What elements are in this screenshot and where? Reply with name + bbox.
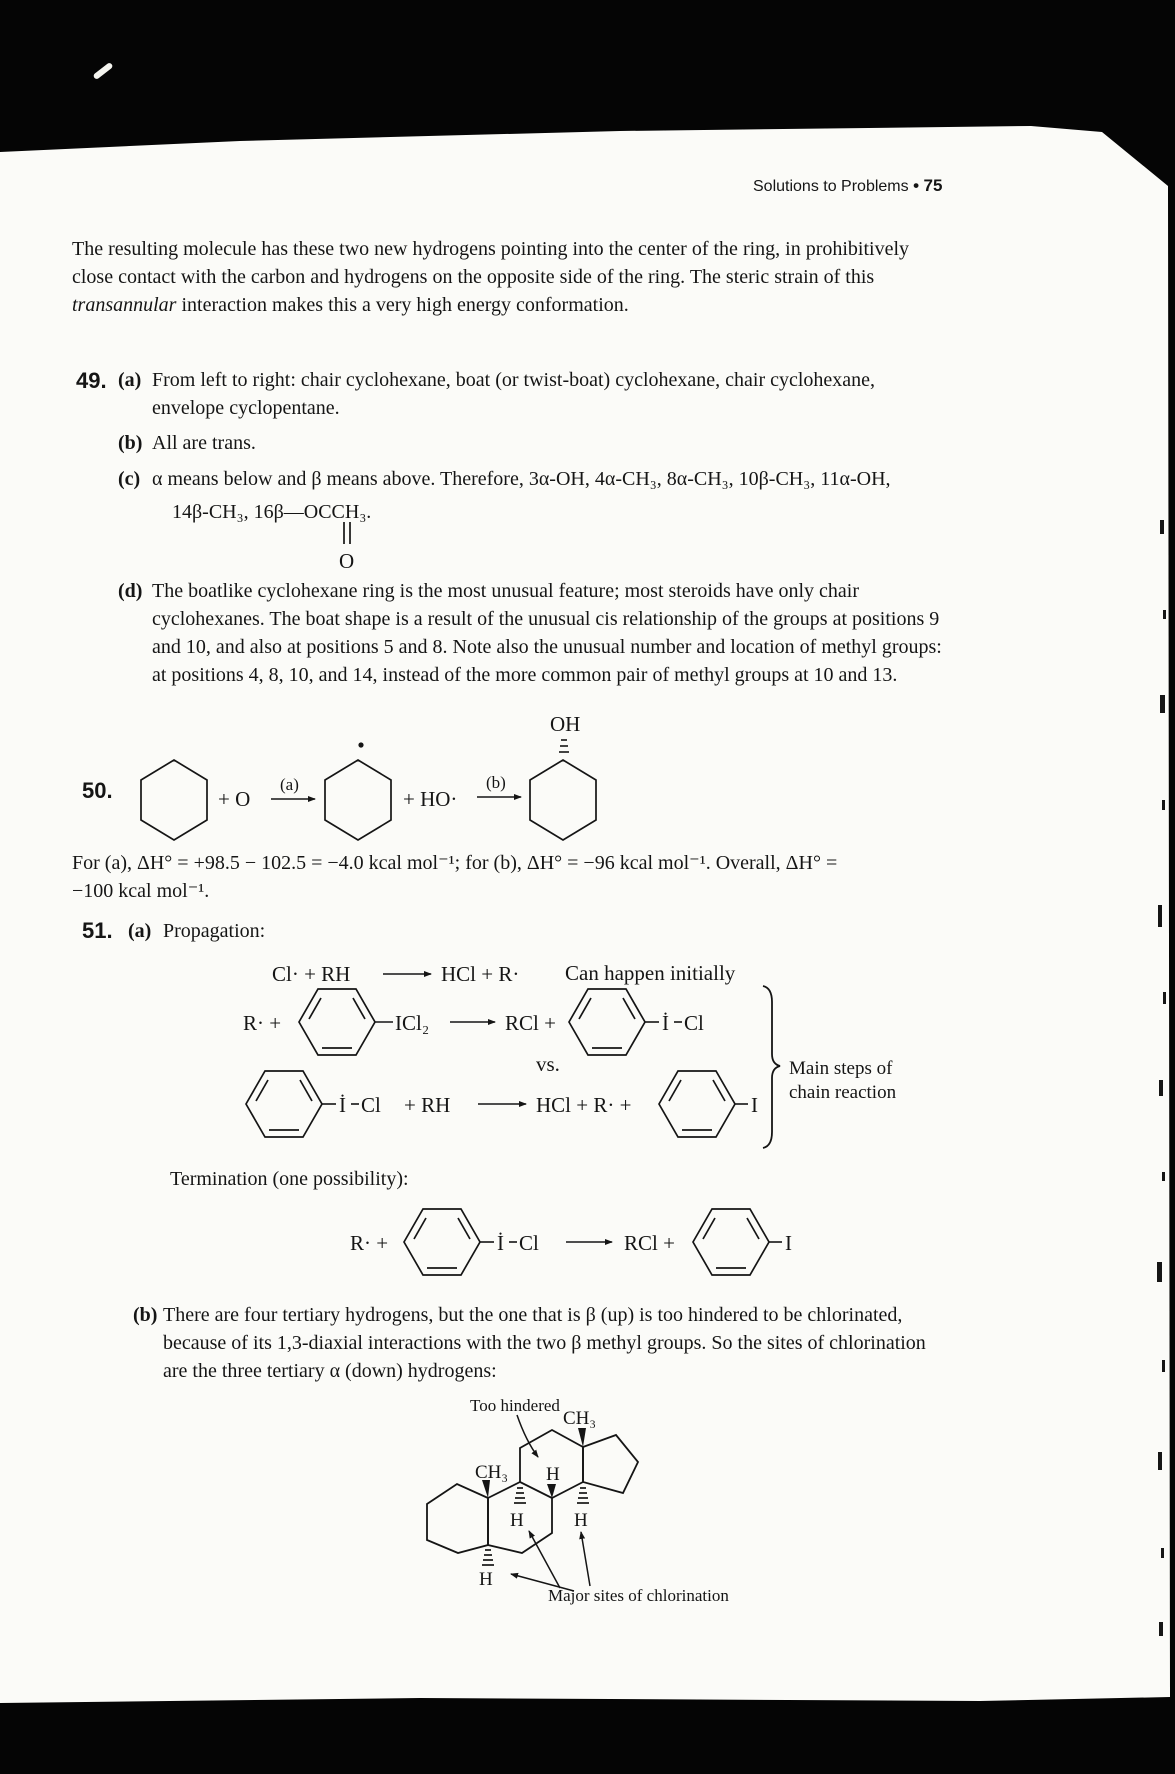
step-b-label: (b) (486, 773, 506, 792)
reaction-scheme-50 (60, 688, 720, 853)
eq2-mid: RCl + (505, 1011, 556, 1035)
item-49d-line-3: and 10, and also at positions 5 and 8. Note also the unusual number and location of methyl groups: (152, 636, 942, 658)
termination-scheme (320, 1200, 820, 1292)
item-49d-line-2: cyclohexanes. The boat shape is a result of the unusual cis relationship of the groups at positions 9 (152, 608, 940, 630)
ch3-right-label: CH₃ (563, 1408, 597, 1429)
scan-speckle (1162, 1172, 1165, 1181)
item-51b-line-1: There are four tertiary hydrogens, but the one that is β (up) is too hindered to be chlorinated, (163, 1304, 903, 1326)
intro-line-2: close contact with the carbon and hydrogens on the opposite side of the ring. The steric strain of this (72, 266, 875, 288)
eqt-mid: RCl + (624, 1231, 675, 1255)
eqt-left: R· + (350, 1231, 389, 1255)
eq1-right: HCl + R· (441, 962, 520, 986)
scan-speckle (1161, 1548, 1164, 1558)
radical-dot (358, 742, 363, 747)
scan-speckle (1163, 610, 1166, 619)
scan-speckle (1160, 695, 1165, 713)
major-sites-label: Major sites of chlorination (548, 1586, 729, 1605)
cyclohexanol-ring (530, 760, 596, 840)
item-49c-line-2: 14β-CH₃, 16β—OCCH₃. (172, 501, 372, 523)
ch3-left-label: CH₃ (475, 1462, 509, 1483)
plus-hydroxyl-radical: + HO· (403, 787, 458, 811)
hashed-bond-h-c5 (482, 1550, 494, 1565)
hashed-bond-oh (559, 740, 569, 752)
alpha-h-c14-label: H (574, 1510, 588, 1531)
item-51a-label: (a) (128, 920, 152, 942)
propagation-scheme (200, 952, 910, 1160)
intro-line-1: The resulting molecule has these two new hydrogens pointing into the center of the ring, in prohibitively (72, 238, 910, 260)
vs-label: vs. (536, 1052, 560, 1076)
scan-speckle (1163, 992, 1166, 1004)
item-49b-text: All are trans. (152, 432, 256, 454)
enthalpy-line-1: For (a), ΔH° = +98.5 − 102.5 = −4.0 kcal mol⁻¹; for (b), ΔH° = −96 kcal mol⁻¹. Overall, ΔH° = (72, 852, 838, 874)
major-sites-arrow-left (511, 1574, 574, 1591)
ring-a (427, 1484, 488, 1553)
eq3-chlorine-label: Cl (361, 1093, 381, 1117)
benzene-ring (659, 1071, 735, 1137)
eqt-iodine-label: I (785, 1231, 792, 1255)
scan-speckle (1159, 1080, 1163, 1096)
too-hindered-label: Too hindered (470, 1396, 560, 1415)
scan-speckle (1159, 1622, 1163, 1636)
header-bullet: • (913, 176, 920, 195)
item-51b-line-2: because of its 1,3-diaxial interactions with the two β methyl groups. So the sites of chlorination (163, 1332, 926, 1354)
problem-49-number: 49. (76, 368, 107, 393)
eq1-note: Can happen initially (565, 961, 736, 985)
scan-speckle (1160, 520, 1164, 534)
scan-speckle (1157, 1262, 1162, 1282)
eq2-chlorine-label: Cl (684, 1011, 704, 1035)
item-49c-line-1: α means below and β means above. Therefore, 3α-OH, 4α-CH₃, 8α-CH₃, 10β-CH₃, 11α-OH, (152, 468, 891, 490)
item-49a-line-2: envelope cyclopentane. (152, 397, 340, 419)
eq3-right: HCl + R· + (536, 1093, 632, 1117)
brace-note-line-2: chain reaction (789, 1082, 897, 1103)
item-49b-label: (b) (118, 432, 143, 454)
item-49d-line-4: at positions 4, 8, 10, and 14, instead of the more common pair of methyl groups at 10 and 13. (152, 664, 898, 686)
alpha-h-c9-label: H (510, 1510, 524, 1531)
intro-line-3-rest: interaction makes this a very high energy conformation. (176, 294, 629, 316)
enthalpy-line-2: −100 kcal mol⁻¹. (72, 880, 210, 902)
scan-pen-mark (92, 62, 113, 80)
benzene-ring (404, 1209, 480, 1275)
intro-line-3 (72, 294, 629, 317)
propagation-heading: Propagation: (163, 920, 266, 942)
step-a-label: (a) (280, 775, 299, 794)
scan-speckle (1158, 905, 1162, 927)
intro-italic-word: transannular (72, 294, 177, 316)
hashed-bond-h-c14 (577, 1488, 589, 1503)
header-title: Solutions to Problems (753, 178, 909, 195)
cyclohexyl-radical-ring (325, 760, 391, 840)
cyclohexane-ring (141, 760, 207, 840)
item-49d-label: (d) (118, 580, 143, 602)
item-49a-label: (a) (118, 369, 142, 391)
termination-heading: Termination (one possibility): (170, 1168, 409, 1190)
eqt-chlorine-label: Cl (519, 1231, 539, 1255)
item-49c-label: (c) (118, 468, 141, 490)
plus-oxygen: + O (218, 787, 251, 811)
benzene-ring (693, 1209, 769, 1275)
scan-speckle (1162, 1360, 1165, 1372)
brace-note-line-1: Main steps of (789, 1058, 893, 1079)
hashed-bond-h-c9 (514, 1488, 526, 1503)
alpha-h-c5-label: H (479, 1569, 493, 1590)
scan-speckle (1158, 1452, 1162, 1470)
eq2-left: R· + (243, 1011, 282, 1035)
steroid-structure-figure (380, 1392, 760, 1617)
item-51b-line-3: are the three tertiary α (down) hydrogens: (163, 1360, 497, 1382)
scan-speckle (1162, 800, 1165, 810)
eq2-icl2-label: ICl₂ (395, 1011, 430, 1035)
carbonyl-oxygen-label: O (339, 549, 355, 573)
item-49a-line-1: From left to right: chair cyclohexane, boat (or twist-boat) cyclohexane, chair cyclohexane, (152, 369, 876, 391)
eqt-iodine-radical: İ (497, 1231, 504, 1255)
major-sites-arrow-right (581, 1532, 590, 1586)
eq3-plus-rh: + RH (404, 1093, 451, 1117)
problem-50-number: 50. (82, 778, 113, 803)
page-header (753, 176, 942, 196)
eq2-iodine-radical: İ (662, 1011, 669, 1035)
ring-d (583, 1435, 638, 1493)
benzene-ring (569, 989, 645, 1055)
item-51b-label: (b) (133, 1304, 158, 1326)
grouping-brace (763, 986, 780, 1148)
problem-51-number: 51. (82, 918, 113, 943)
beta-h-label: H (546, 1464, 560, 1485)
benzene-ring (299, 989, 375, 1055)
page-number: 75 (923, 176, 943, 195)
benzene-ring (246, 1071, 322, 1137)
item-49d-line-1: The boatlike cyclohexane ring is the most unusual feature; most steroids have only chair (152, 580, 860, 602)
eq3-iodine-radical: İ (339, 1093, 346, 1117)
hydroxyl-label: OH (550, 712, 581, 736)
acetate-carbonyl-group (330, 518, 370, 574)
eq3-iodine-label: I (751, 1093, 758, 1117)
eq1-left: Cl· + RH (272, 962, 351, 986)
